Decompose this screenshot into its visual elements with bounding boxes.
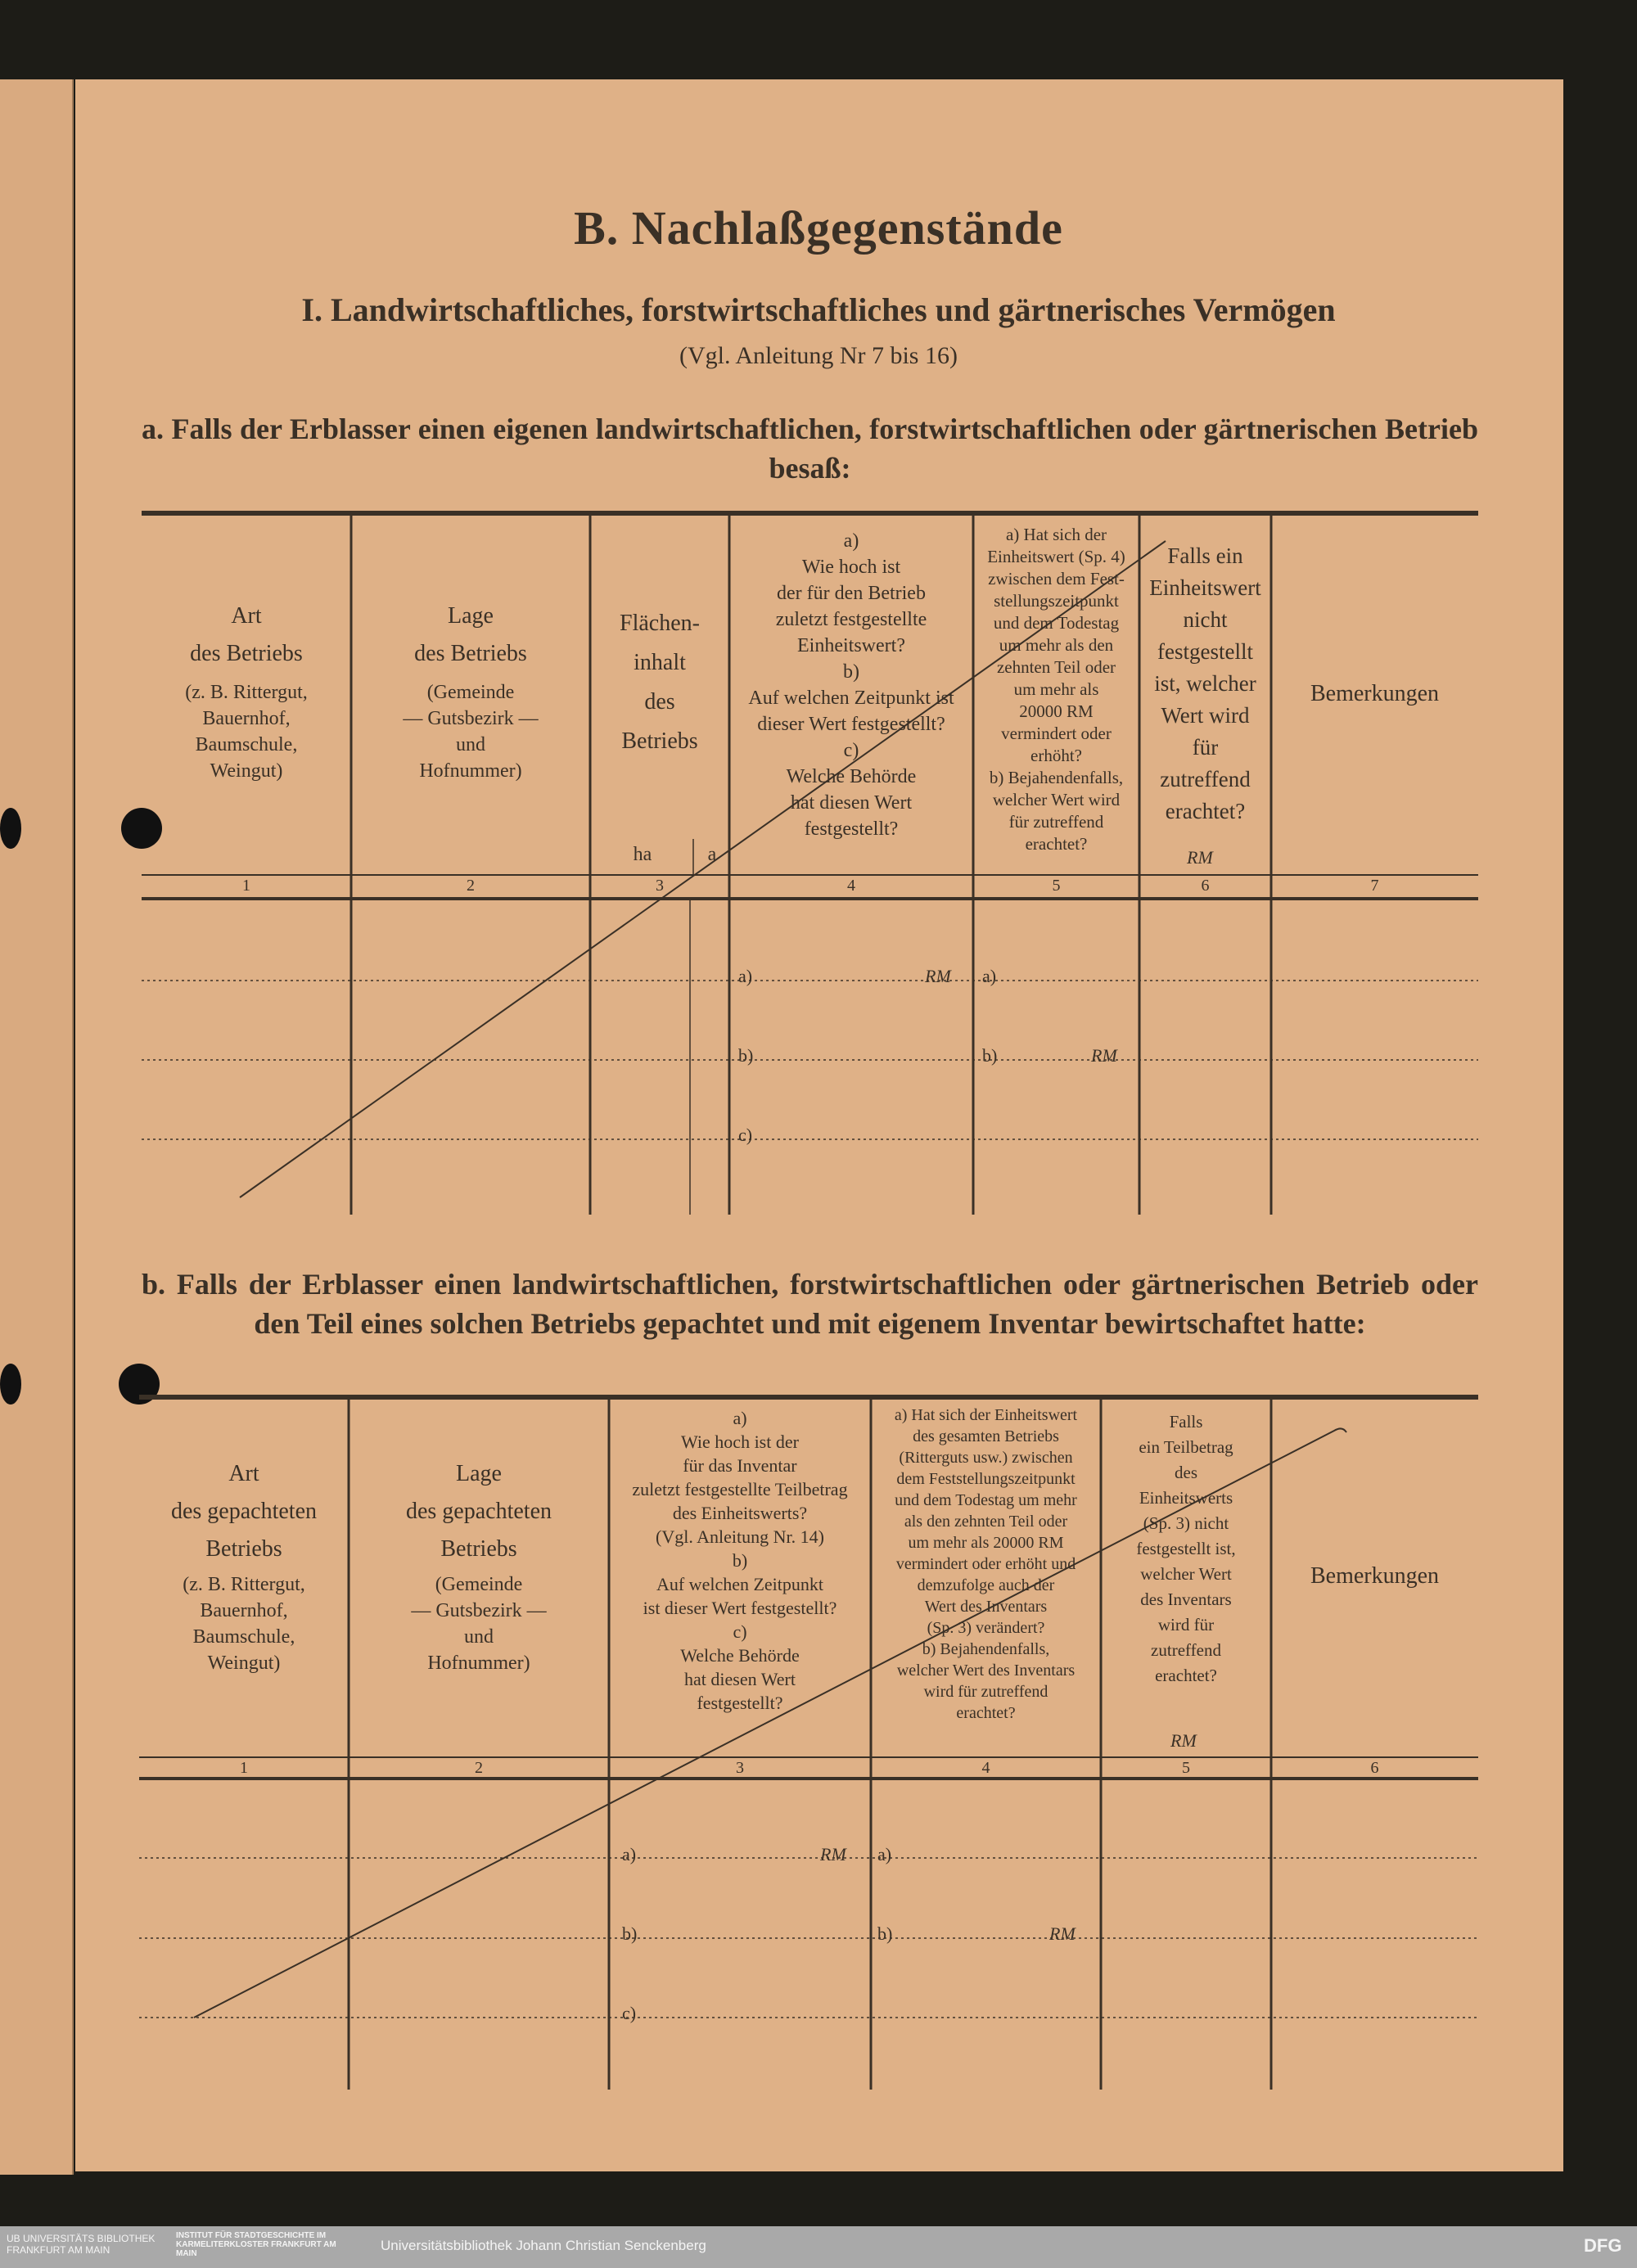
- column-number: 5: [1182, 1759, 1190, 1777]
- reference-note: (Vgl. Anleitung Nr 7 bis 16): [679, 342, 958, 369]
- section-title: I. Landwirtschaftliches, forstwirtschaftliches und gärtnerisches Vermögen: [301, 291, 1336, 328]
- column-number: 3: [656, 877, 664, 895]
- column-number: 6: [1201, 877, 1210, 895]
- column-number: 7: [1370, 877, 1379, 895]
- col-b5-header: Falls ein Teilbetrag des Einheitswerts (Sp. 3) nicht festgestellt ist, welcher Wert des Inventars wird für zutreffend erachtet?: [1136, 1412, 1236, 1685]
- row-label-a: a): [738, 966, 753, 986]
- col-b4-header: a) Hat sich der Einheitswert des gesamten Betriebs (Ritterguts usw.) zwischen dem Feststellungszeitpunkt und dem Todestag um mehr als den zehnten Teil oder um mehr als 20000 RM vermindert oder erhöht und demzufolge auch der Wert des Inventars (Sp. 3) verändert? b) Bejahendenfalls, welcher Wert des Inventars wird für zutreffend erachtet?: [894, 1406, 1078, 1722]
- column-number: 2: [467, 877, 475, 895]
- column-number: 4: [981, 1759, 990, 1777]
- currency-label: RM: [820, 1844, 846, 1864]
- section-b-heading: b. Falls der Erblasser einen landwirtschaftlichen, forstwirtschaftlichen oder gärtnerischen Betrieb oder den Teil eines solchen Betriebs gepachtet und mit eigenem Inventar bewirtschaftet hatte:: [142, 1268, 1478, 1340]
- column-number: 2: [475, 1759, 483, 1777]
- col-a2-header: Lage des Betriebs: [414, 603, 527, 666]
- col-a7-header: Bemerkungen: [1310, 681, 1440, 706]
- row-label-b: b): [622, 1923, 638, 1944]
- col-b1-header: Art des gepachteten Betriebs: [170, 1461, 318, 1562]
- row-label-a: a): [877, 1844, 892, 1864]
- col-b2-sub: (Gemeinde — Gutsbezirk — und Hofnummer): [411, 1574, 547, 1674]
- ub-logo[interactable]: UB UNIVERSITÄTS BIBLIOTHEK FRANKFURT AM MAIN: [7, 2233, 156, 2256]
- col-a3-unit-a: a: [707, 844, 717, 865]
- col-a1-header: Art des Betriebs: [190, 603, 303, 666]
- row-label-b: b): [877, 1923, 893, 1944]
- section-a-heading: a. Falls der Erblasser einen eigenen landwirtschaftlichen, forstwirtschaftlichen oder gärtnerischen Betrieb besaß:: [142, 413, 1478, 485]
- currency-label: RM: [1091, 1045, 1117, 1066]
- column-number: 6: [1370, 1759, 1379, 1777]
- isg-logo[interactable]: INSTITUT FÜR STADTGESCHICHTE IM KARMELITERKLOSTER FRANKFURT AM MAIN: [176, 2231, 336, 2258]
- row-label-b: b): [982, 1045, 998, 1066]
- col-b3-header: a) Wie hoch ist der für das Inventar zuletzt festgestellte Teilbetrag des Einheitswerts? (Vgl. Anleitung Nr. 14) b) Auf welchen Zeitpunkt ist dieser Wert festgestellt? c) Welche Behörde hat diesen Wert festgestellt?: [632, 1408, 848, 1713]
- col-a2-sub: (Gemeinde — Gutsbezirk — und Hofnummer): [403, 682, 539, 782]
- dotted-rows: [142, 981, 1478, 1139]
- col-a4-header: a) Wie hoch ist der für den Betrieb zuletzt festgestellte Einheitswert? b) Auf welchen Zeitpunkt ist dieser Wert festgestellt? c) Welche Behörde hat diesen Wert festgestellt?: [748, 530, 954, 840]
- col-a6-header: Falls ein Einheitswert nicht festgestellt ist, welcher Wert wird für zutreffend erachtet?: [1149, 543, 1261, 823]
- col-b6-header: Bemerkungen: [1310, 1563, 1440, 1589]
- column-number: 5: [1052, 877, 1061, 895]
- column-number: 1: [242, 877, 250, 895]
- col-a1-sub: (z. B. Rittergut, Bauernhof, Baumschule, Weingut): [185, 682, 308, 782]
- footer-bar: [0, 2226, 1637, 2268]
- col-a3-header: Flächen- inhalt des Betriebs: [620, 611, 700, 754]
- col-b1-sub: (z. B. Rittergut, Bauernhof, Baumschule, Weingut): [183, 1574, 305, 1674]
- dotted-rows: [139, 1858, 1478, 2018]
- currency-label: RM: [925, 966, 951, 986]
- dfg-logo[interactable]: DFG: [1584, 2235, 1622, 2256]
- col-a6-unit: RM: [1187, 847, 1213, 868]
- row-label-a: a): [622, 1844, 637, 1864]
- row-label-c: c): [622, 2003, 637, 2023]
- column-number: 1: [240, 1759, 248, 1777]
- column-number: 4: [847, 877, 855, 895]
- row-label-a: a): [982, 966, 997, 986]
- page-title: B. Nachlaßgegenstände: [574, 201, 1063, 255]
- col-a5-header: a) Hat sich der Einheitswert (Sp. 4) zwischen dem Fest- stellungszeitpunkt und dem Todestag um mehr als den zehnten Teil oder um mehr als 20000 RM vermindert oder erhöht? b) Bejahendenfalls, welcher Wert wird für zutreffend erachtet?: [987, 525, 1125, 854]
- row-label-c: c): [738, 1125, 753, 1145]
- col-b2-header: Lage des gepachteten Betriebs: [405, 1461, 552, 1562]
- currency-label: RM: [1049, 1923, 1076, 1944]
- library-name: Universitätsbibliothek Johann Christian Senckenberg: [381, 2238, 706, 2253]
- col-a3-unit-ha: ha: [633, 844, 652, 865]
- col-b5-unit: RM: [1170, 1730, 1197, 1751]
- row-label-b: b): [738, 1045, 754, 1066]
- column-number: 3: [736, 1759, 744, 1777]
